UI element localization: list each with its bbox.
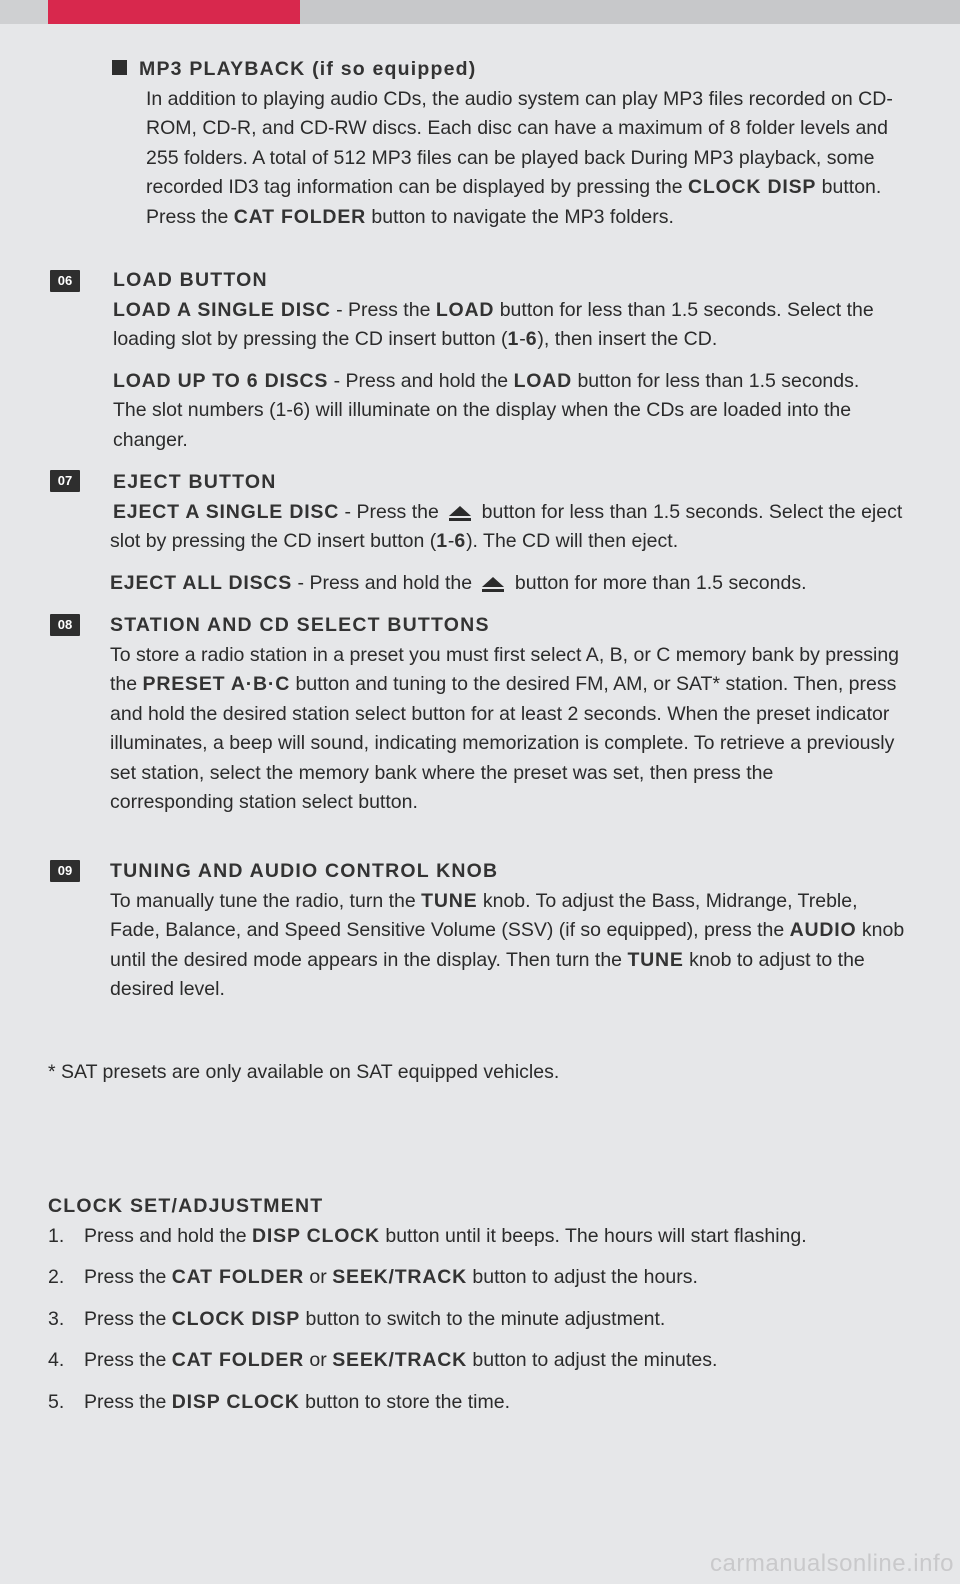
watermark: carmanualsonline.info [710,1550,954,1577]
clock-section [48,1192,918,1429]
tuning-section [110,857,910,1005]
square-bullet-icon [112,60,127,75]
eject-icon [448,505,472,521]
station-text: To store a radio station in a preset you must first select A, B, or C memory bank by pressing the PRESET A·B·C button and tuning to the desired FM, AM, or SAT* station. Then, press and hold the desired station select button for at least 2 seconds. When the preset indicator illuminates, a beep will sound, indicating memorization is complete. To retrieve a previously set station, select the memory bank where the preset was set, then press the corresponding station select button. [110,643,900,813]
mp3-section [112,55,912,232]
step-text: Press the DISP CLOCK button to store the time. [84,1390,510,1413]
footnote [48,1058,908,1088]
clock-step [48,1222,918,1252]
step-number: 5. [48,1390,65,1413]
clock-step [48,1346,918,1376]
step-text: Press the CLOCK DISP button to switch to the minute adjustment. [84,1307,666,1330]
step-number: 2. [48,1266,65,1288]
clock-steps-list [48,1222,918,1418]
top-color-bar [0,0,960,24]
footnote-text: * SAT presets are only available on SAT equipped vehicles. [48,1061,560,1083]
eject-all-text: EJECT ALL DISCS - Press and hold the button for more than 1.5 seconds. [110,571,807,594]
eject-section [110,468,910,598]
station-heading: STATION AND CD SELECT BUTTONS [110,614,490,636]
load-single-text: LOAD A SINGLE DISC - Press the LOAD button for less than 1.5 seconds. Select the loading slot by pressing the CD insert button (1-6), then insert the CD. [113,298,874,350]
station-section [110,611,900,818]
eject-single-text: EJECT A SINGLE DISC - Press the button for less than 1.5 seconds. Select the eject slot by pressing the CD insert button (1-6). The CD will then eject. [110,500,903,552]
section-badge-07: 07 [50,470,80,492]
top-bar-right [300,0,960,24]
step-text: Press the CAT FOLDER or SEEK/TRACK button to adjust the hours. [84,1266,698,1288]
tuning-text: To manually tune the radio, turn the TUNE knob. To adjust the Bass, Midrange, Treble, Fade, Balance, and Speed Sensitive Volume (SSV) (if so equipped), press the AUDIO knob until the desired mode appears in the display. Then turn the TUNE knob to adjust to the desired level. [110,889,905,1000]
load-heading: LOAD BUTTON [113,269,268,291]
mp3-heading: MP3 PLAYBACK (if so equipped) [112,55,912,85]
top-bar-left [0,0,48,24]
step-text: Press and hold the DISP CLOCK button until it beeps. The hours will start flashing. [84,1224,807,1247]
section-badge-06: 06 [50,270,80,292]
step-number: 4. [48,1349,65,1371]
eject-heading: EJECT BUTTON [113,471,277,493]
eject-icon [481,576,505,592]
clock-step [48,1263,918,1293]
top-bar-accent [48,0,300,24]
mp3-text: In addition to playing audio CDs, the audio system can play MP3 files recorded on CD-ROM, CD-R, and CD-RW discs. Each disc can have a maximum of 8 folder levels and 255 folders. A total of 512 MP3 files can be played back During MP3 playback, some recorded ID3 tag information can be displayed by pressing the CLOCK DISP button. Press the CAT FOLDER button to navigate the MP3 folders. [146,87,893,228]
tuning-heading: TUNING AND AUDIO CONTROL KNOB [110,860,499,882]
section-badge-08: 08 [50,614,80,636]
clock-step [48,1388,918,1418]
section-badge-09: 09 [50,860,80,882]
load-six-text: LOAD UP TO 6 DISCS - Press and hold the LOAD button for less than 1.5 seconds. The slot numbers (1-6) will illuminate on the display when the CDs are loaded into the changer. [113,369,860,451]
step-number: 1. [48,1224,65,1247]
load-section [113,266,923,455]
clock-step [48,1305,918,1335]
clock-heading: CLOCK SET/ADJUSTMENT [48,1195,324,1217]
step-number: 3. [48,1307,65,1330]
step-text: Press the CAT FOLDER or SEEK/TRACK button to adjust the minutes. [84,1349,718,1371]
